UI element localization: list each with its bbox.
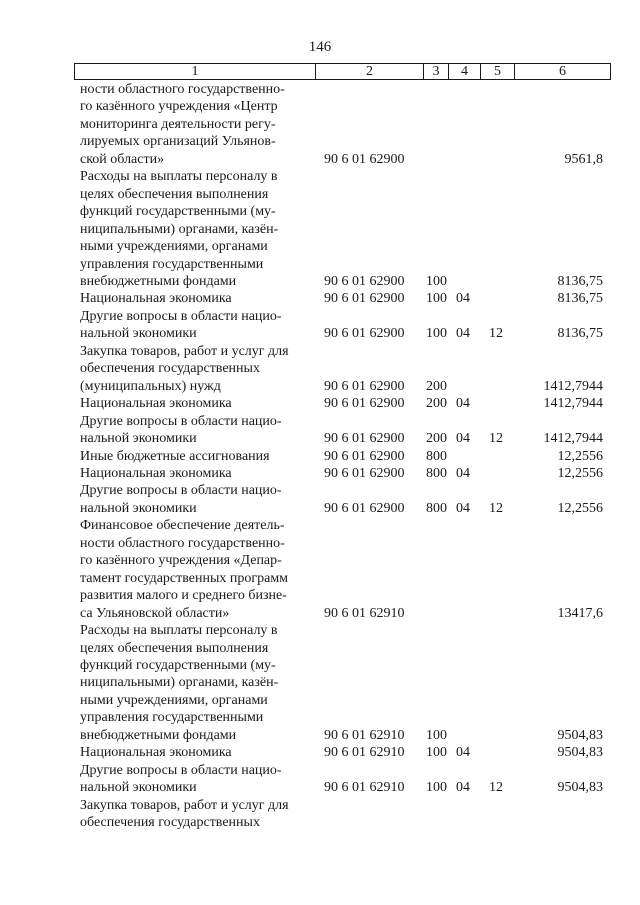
row-description: Закупка товаров, работ и услуг для обеспечения государственных — [80, 797, 289, 831]
row-expense-type: 800 — [426, 448, 447, 464]
row-expense-type: 100 — [426, 780, 447, 796]
table-row — [0, 168, 640, 290]
row-subsection: 12 — [489, 500, 503, 516]
row-section: 04 — [456, 745, 470, 761]
row-section: 04 — [456, 326, 470, 342]
row-amount: 1412,7944 — [543, 378, 603, 394]
row-amount: 8136,75 — [557, 273, 603, 289]
table-row — [0, 744, 640, 761]
row-target-code: 90 6 01 62910 — [324, 605, 405, 621]
row-amount: 9504,83 — [557, 727, 603, 743]
row-description: Иные бюджетные ассигнования — [80, 448, 270, 464]
column-header-4: 4 — [461, 64, 468, 79]
row-amount: 13417,6 — [557, 605, 603, 621]
row-amount: 8136,75 — [557, 326, 603, 342]
row-amount: 8136,75 — [557, 291, 603, 307]
table-row — [0, 482, 640, 517]
table-row — [0, 81, 640, 168]
row-section: 04 — [456, 431, 470, 447]
row-description: Национальная экономика — [80, 396, 232, 412]
row-description: Национальная экономика — [80, 291, 232, 307]
row-description: Другие вопросы в области нацио- нальной экономики — [80, 762, 282, 796]
table-row — [0, 465, 640, 482]
row-description: Расходы на выплаты персоналу в целях обеспечения выполнения функций государственными (му- ниципальными) органами, казён- ными учреждениями, органами управления государственными внебюджетными фондами — [80, 169, 279, 289]
row-description: Национальная экономика — [80, 465, 232, 481]
row-description: Другие вопросы в области нацио- нальной экономики — [80, 308, 282, 342]
row-target-code: 90 6 01 62900 — [324, 326, 405, 342]
row-section: 04 — [456, 500, 470, 516]
row-description: Национальная экономика — [80, 745, 232, 761]
row-target-code: 90 6 01 62900 — [324, 500, 405, 516]
column-header-5: 5 — [494, 64, 501, 79]
row-amount: 9561,8 — [564, 151, 603, 167]
table-row — [0, 290, 640, 307]
row-amount: 9504,83 — [557, 780, 603, 796]
row-description: Расходы на выплаты персоналу в целях обеспечения выполнения функций государственными (му- ниципальными) органами, казён- ными учреждениями, органами управления государственными внебюджетными фондами — [80, 623, 279, 743]
row-target-code: 90 6 01 62900 — [324, 273, 405, 289]
row-description: Другие вопросы в области нацио- нальной экономики — [80, 483, 282, 516]
row-expense-type: 200 — [426, 378, 447, 394]
table-row — [0, 308, 640, 343]
row-expense-type: 100 — [426, 273, 447, 289]
row-target-code: 90 6 01 62910 — [324, 745, 405, 761]
row-amount: 12,2556 — [557, 500, 603, 516]
table-row — [0, 448, 640, 465]
row-target-code: 90 6 01 62900 — [324, 378, 405, 394]
row-expense-type: 800 — [426, 500, 447, 516]
row-target-code: 90 6 01 62900 — [324, 431, 405, 447]
row-target-code: 90 6 01 62900 — [324, 396, 405, 412]
table-row — [0, 762, 640, 797]
row-subsection: 12 — [489, 431, 503, 447]
table-row — [0, 517, 640, 622]
table-row — [0, 413, 640, 448]
row-target-code: 90 6 01 62900 — [324, 465, 405, 481]
row-amount: 1412,7944 — [543, 396, 603, 412]
row-amount: 12,2556 — [557, 448, 603, 464]
row-description: Другие вопросы в области нацио- нальной экономики — [80, 413, 282, 447]
row-subsection: 12 — [489, 326, 503, 342]
column-header-1: 1 — [191, 64, 199, 79]
table-row — [0, 797, 640, 832]
table-row — [0, 343, 640, 395]
row-section: 04 — [456, 396, 470, 412]
row-expense-type: 100 — [426, 326, 447, 342]
row-expense-type: 800 — [426, 465, 447, 481]
row-description: ности областного государственно- го казённого учреждения «Центр мониторинга деятельности регу- лируемых организаций Ульянов- ской области» — [80, 82, 285, 167]
table-row — [0, 395, 640, 412]
row-section: 04 — [456, 291, 470, 307]
column-header-6: 6 — [559, 64, 566, 79]
row-description: Финансовое обеспечение деятель- ности областного государственно- го казённого учреждения «Депар- тамент государственных программ развития малого и среднего бизне- са Ульяновской области» — [80, 518, 289, 621]
row-target-code: 90 6 01 62910 — [324, 727, 405, 743]
row-expense-type: 100 — [426, 727, 447, 743]
page-number: 146 — [308, 39, 332, 55]
row-target-code: 90 6 01 62900 — [324, 151, 405, 167]
row-section: 04 — [456, 780, 470, 796]
row-expense-type: 100 — [426, 291, 447, 307]
row-amount: 9504,83 — [557, 745, 603, 761]
table-row — [0, 622, 640, 744]
column-header-2: 2 — [366, 64, 373, 79]
row-expense-type: 200 — [426, 431, 447, 447]
row-target-code: 90 6 01 62910 — [324, 780, 405, 796]
row-description: Закупка товаров, работ и услуг для обеспечения государственных (муниципальных) нужд — [80, 343, 289, 394]
row-expense-type: 200 — [426, 396, 447, 412]
row-subsection: 12 — [489, 780, 503, 796]
row-expense-type: 100 — [426, 745, 447, 761]
row-target-code: 90 6 01 62900 — [324, 448, 405, 464]
budget-table-body — [0, 81, 640, 831]
row-section: 04 — [456, 465, 470, 481]
table-column-header-row — [74, 63, 611, 80]
column-header-3: 3 — [432, 64, 440, 79]
row-target-code: 90 6 01 62900 — [324, 291, 405, 307]
row-amount: 1412,7944 — [543, 431, 603, 447]
row-amount: 12,2556 — [557, 465, 603, 481]
